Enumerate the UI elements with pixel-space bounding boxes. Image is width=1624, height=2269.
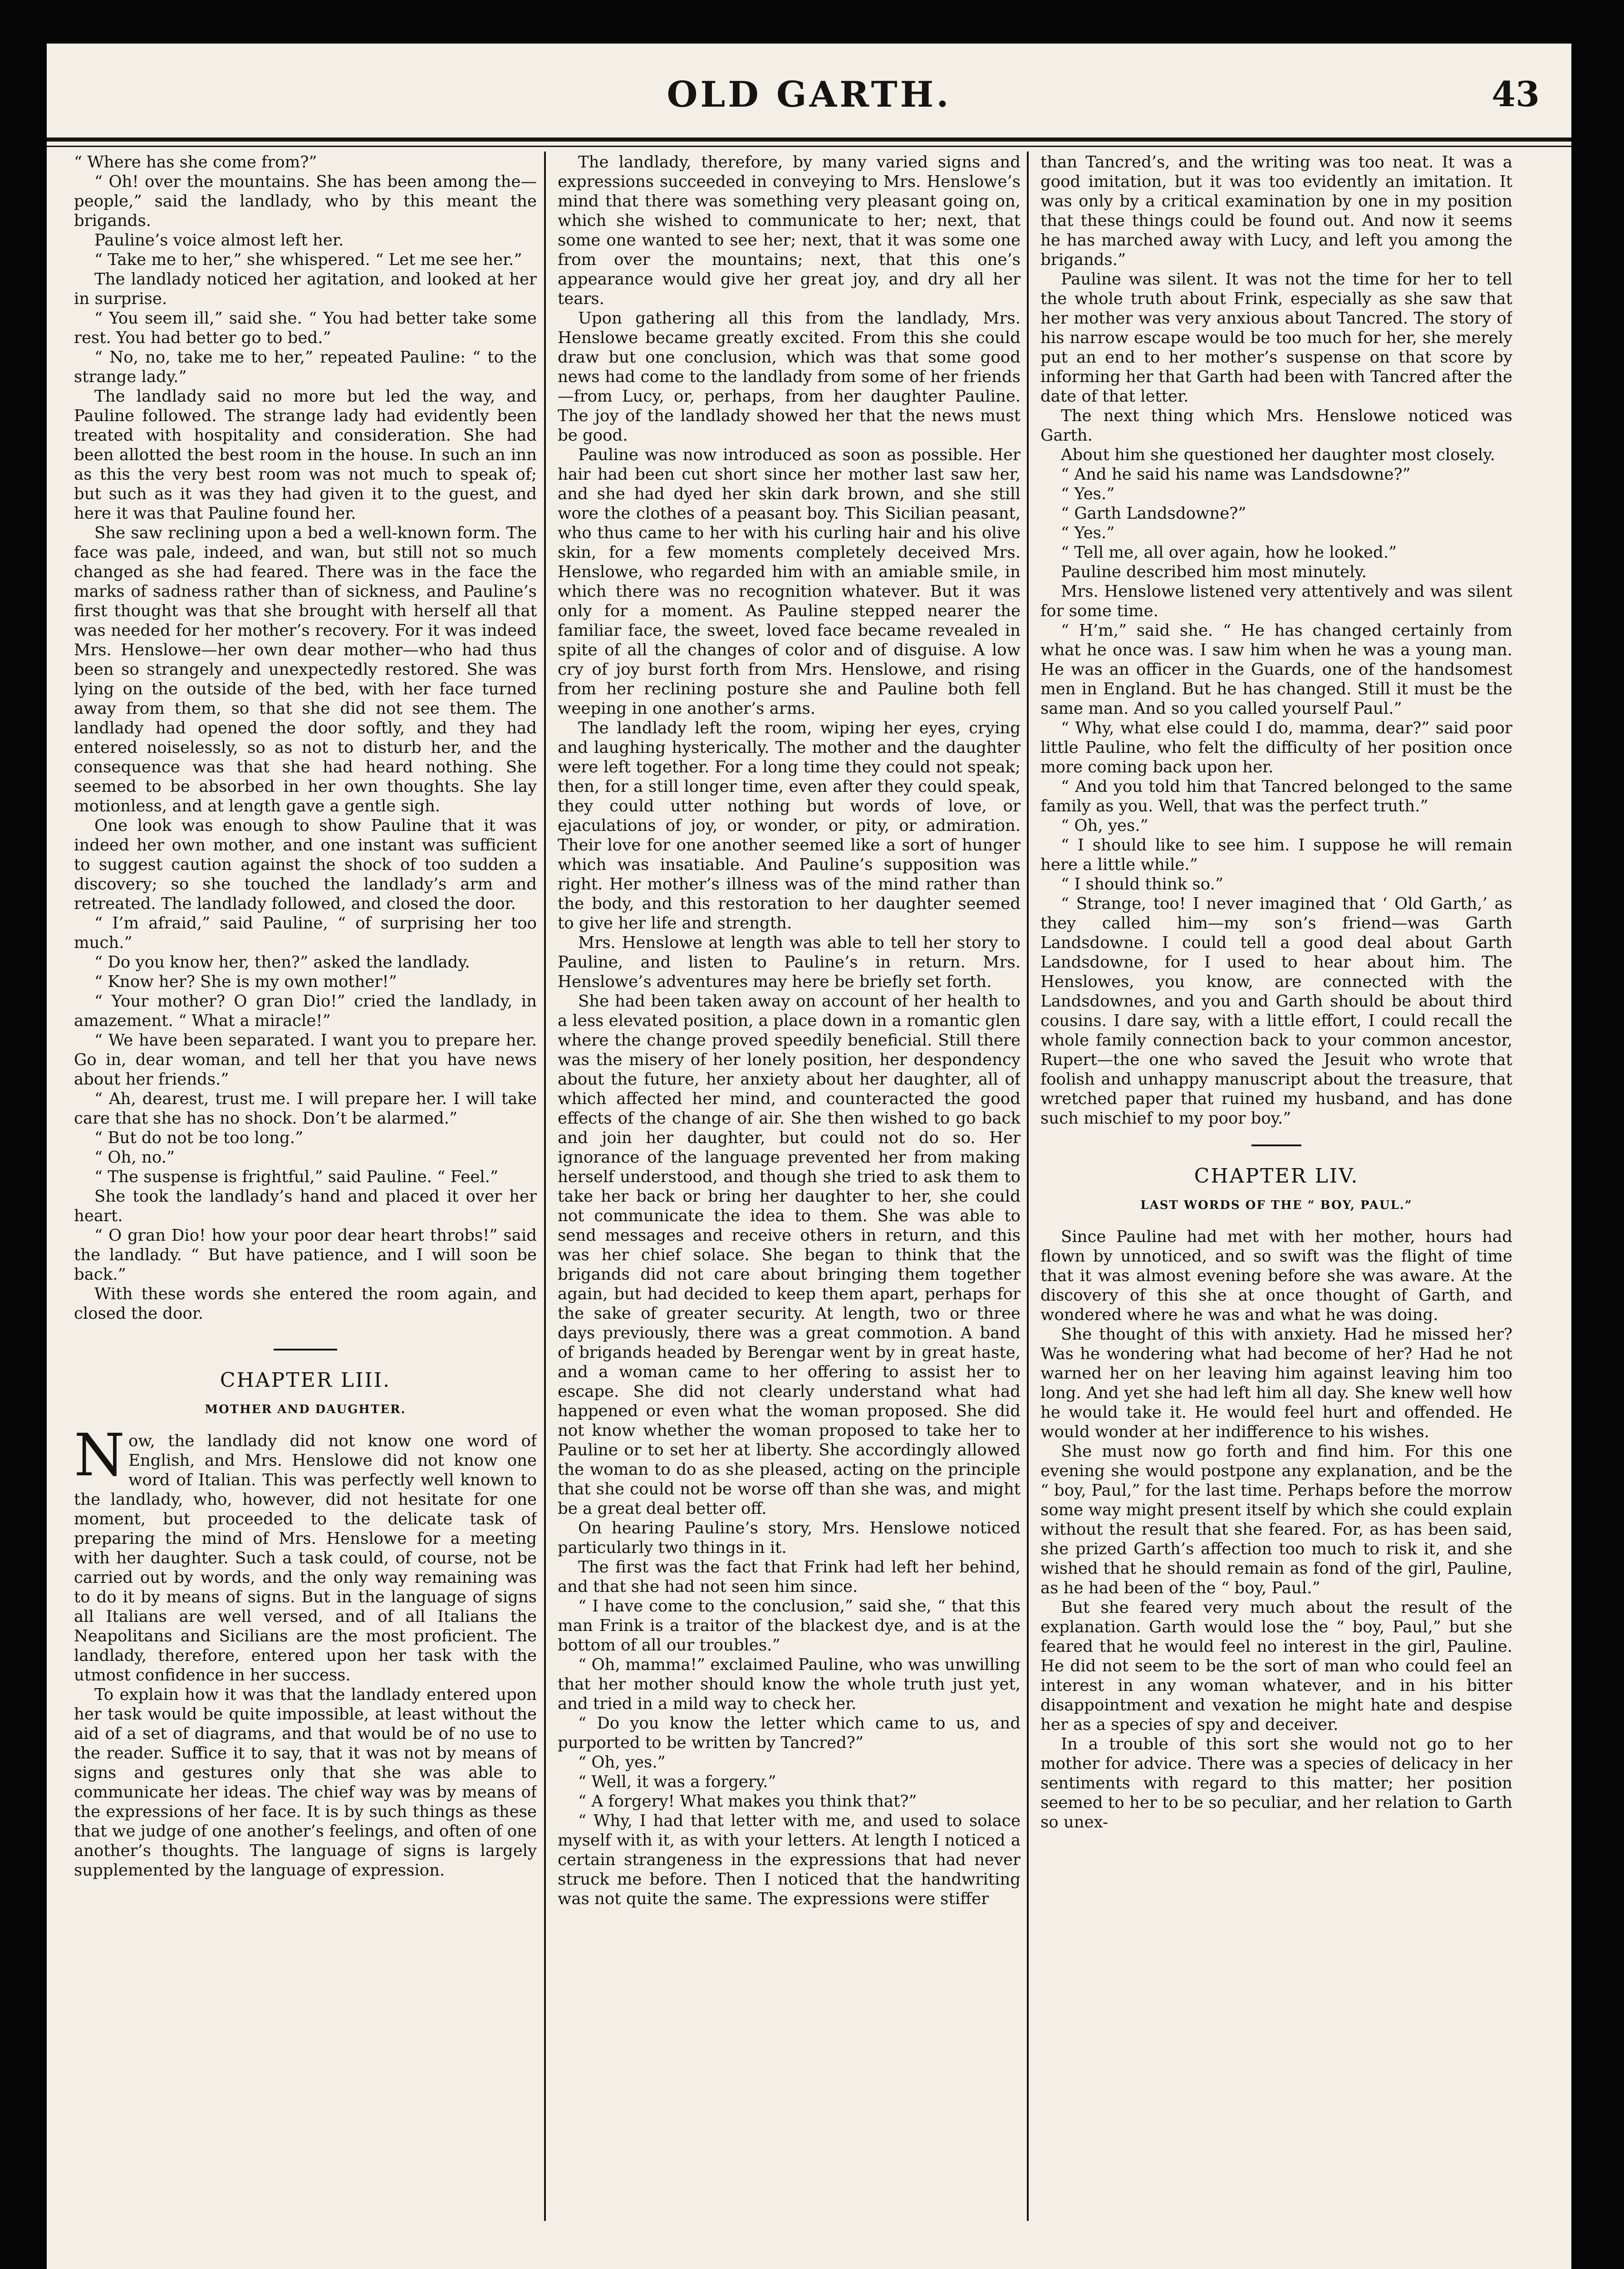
header-rule-thick (47, 138, 1571, 142)
paragraph: In a trouble of this sort she would not go to her mother for advice. There was a species of delicacy in her sentiments with regard to this matter; her position seemed to her to be so peculiar, and her relation to Garth so unex- (1040, 1735, 1512, 1832)
paragraph: Mrs. Henslowe at length was able to tell her story to Pauline, and listen to Pauline’s in return. Mrs. Henslowe’s adventures may here be briefly set forth. (558, 933, 1021, 991)
column-2 (558, 152, 1021, 2240)
page-header (47, 69, 1571, 146)
paragraph: “ Well, it was a forgery.” (578, 1773, 776, 1791)
column-1-pre (74, 152, 537, 1323)
chapter-subheading: MOTHER AND DAUGHTER. (205, 1403, 406, 1416)
paragraph: than Tancred’s, and the writing was too neat. It was a good imitation, but it was too evidently an imitation. It was only by a critical examination by one in my position that these things could be found out. And now it seems he has marched away with Lucy, and left you among the brigands.” (1040, 153, 1512, 269)
paragraph: “ Why, what else could I do, mamma, dear?” said poor little Pauline, who felt the difficulty of her position once more coming back upon her. (1040, 719, 1512, 776)
paragraph: About him she questioned her daughter most closely. (1061, 446, 1495, 464)
paragraph: “ Yes.” (1061, 524, 1115, 542)
chapter-heading: CHAPTER LIII. (220, 1369, 391, 1392)
paragraph: The landlady left the room, wiping her eyes, crying and laughing hysterically. The mother and the daughter were left together. For a long time they could not speak; then, for a still longer time, even after they could speak, they could utter nothing but words of love, or ejaculations of joy, or wonder, or pity, or admiration. Their love for one another seemed like a sort of hunger which was insatiable. And Pauline’s supposition was right. Her mother’s illness was of the mind rather than the body, and this restoration to her daughter seemed to give her life and strength. (558, 719, 1021, 933)
chapter-heading: CHAPTER LIV. (1194, 1164, 1359, 1188)
column-3-pre (1040, 152, 1512, 1128)
paragraph: “ But do not be too long.” (94, 1129, 304, 1147)
paragraph: Pauline’s voice almost left her. (94, 231, 344, 250)
paragraph: The landlady, therefore, by many varied signs and expressions succeeded in conveying to Mrs. Henslowe’s mind that there was something very pleasant going on, which she wished to communicate to her; next, that some one wanted to see her; next, that it was some one from over the mountains; next, that this one’s appearance would give her great joy, and dry all her tears. (558, 153, 1021, 308)
paragraph: To explain how it was that the landlady entered upon her task would be quite impossible, at least without the aid of a set of diagrams, and that would be of no use to the reader. Suffice it to say, that it was not by means of signs and gestures only that she was able to communicate her ideas. The chief way was by means of the expressions of her face. It is by such things as these that we judge of one another’s feelings, and often of one another’s thoughts. The language of signs is largely supplemented by the language of expression. (74, 1685, 537, 1880)
paragraph: “ Oh, yes.” (578, 1753, 666, 1772)
column-3 (1040, 152, 1512, 2240)
header-rule-thin (47, 146, 1571, 147)
paragraph: “ You seem ill,” said she. “ You had better take some rest. You had better go to bed.” (74, 309, 537, 347)
paragraph: She saw reclining upon a bed a well-known form. The face was pale, indeed, and wan, but still not so much changed as she had feared. There was in the face the marks of sadness rather than of sickness, and Pauline’s first thought was that she brought with herself all that was needed for her mother’s recovery. For it was indeed Mrs. Henslowe—her own dear mother—who had thus been so strangely and unexpectedly restored. She was lying on the outside of the bed, with her face turned away from them, so that she did not see them. The landlady had opened the door softly, and they had entered noiselessly, so as not to disturb her, and the consequence was that she had heard nothing. She seemed to be absorbed in her own thoughts. She lay motionless, and at length gave a gentle sigh. (74, 524, 537, 815)
paragraph: Pauline was silent. It was not the time for her to tell the whole truth about Frink, especially as she saw that her mother was very anxious about Tancred. The story of his narrow escape would be too much for her, she merely put an end to her mother’s suspense on that score by informing her that Garth had been with Tancred after the date of that letter. (1040, 270, 1512, 406)
paragraph: Pauline was now introduced as soon as possible. Her hair had been cut short since her mother last saw her, and she had dyed her skin dark brown, and she still wore the clothes of a peasant boy. This Sicilian peasant, who thus came to her with his curling hair and his olive skin, for a few moments completely deceived Mrs. Henslowe, who regarded him with an amiable smile, in which there was no recognition whatever. But it was only for a moment. As Pauline stepped nearer the familiar face, the sweet, loved face became revealed in spite of all the changes of color and of disguise. A low cry of joy burst forth from Mrs. Henslowe, and rising from her reclining posture she and Pauline both fell weeping in one another’s arms. (558, 446, 1021, 718)
paragraph: She thought of this with anxiety. Had he missed her? Was he wondering what had become of her? Had he not warned her on her leaving him against leaving him too long. And yet she had left him all day. She knew well how he would take it. He would feel hurt and offended. He would wonder at her indifference to his wishes. (1040, 1325, 1512, 1441)
page-number: 43 (1492, 74, 1540, 114)
paragraph: “ Oh! over the mountains. She has been among the—people,” said the landlady, who by this meant the brigands. (74, 172, 537, 230)
paragraph: “ We have been separated. I want you to prepare her. Go in, dear woman, and tell her that you have news about her friends.” (74, 1031, 537, 1089)
chapter-end-rule (1251, 1144, 1301, 1146)
paragraph: “ Oh, no.” (94, 1148, 175, 1167)
column-1-post (74, 1422, 537, 1880)
paragraph: Now, the landlady did not know one word of English, and Mrs. Henslowe did not know one word of Italian. This was perfectly well known to the landlady, who, however, did not hesitate for one moment, but proceeded to the delicate task of preparing the mind of Mrs. Henslowe for a meeting with her daughter. Such a task could, of course, not be carried out by words, and the only way remaining was to do it by means of signs. But in the language of signs all Italians are well versed, and of all Italians the Neapolitans and Sicilians are the most proficient. The landlady, therefore, entered upon her task with the utmost confidence in her success. (74, 1422, 537, 1685)
paragraph: One look was enough to show Pauline that it was indeed her own mother, and one instant was sufficient to suggest caution against the shock of too sudden a discovery; so she touched the landlady’s arm and retreated. The landlady followed, and closed the door. (74, 816, 537, 913)
paragraph: The landlady said no more but led the way, and Pauline followed. The strange lady had evidently been treated with hospitality and consideration. She had been allotted the best room in the house. In such an inn as this the very best room was not much to speak of; but such as it was they had given it to the guest, and here it was that Pauline found her. (74, 387, 537, 523)
paragraph: The landlady noticed her agitation, and looked at her in surprise. (74, 270, 537, 308)
chapter-subheading: LAST WORDS OF THE “ BOY, PAUL.” (1140, 1198, 1413, 1212)
paragraph: But she feared very much about the result of the explanation. Garth would lose the “ boy, Paul,” but she feared that he would feel no interest in the girl, Pauline. He did not seem to be the sort of man who could feel an interest in any woman whatever, and in his bitter disappointment and vexation he might hate and despise her as a species of spy and deceiver. (1040, 1598, 1512, 1734)
paragraph: “ Strange, too! I never imagined that ‘ Old Garth,’ as they called him—my son’s friend—was Garth Landsdowne. I could tell a good deal about Garth Landsdowne, for I used to hear about him. The Henslowes, you know, are connected with the Landsdownes, and you and Garth should be about third cousins. I dare say, with a little effort, I could recall the whole family connection back to your common ancestor, Rupert—the one who saved the Jesuit who wrote that foolish and unhappy manuscript about the treasure, that wretched paper that ruined my husband, and has done such mischief to my poor boy.” (1040, 894, 1512, 1128)
column-1 (74, 152, 537, 2240)
paragraph: “ And he said his name was Landsdowne?” (1061, 465, 1411, 484)
paragraph: With these words she entered the room again, and closed the door. (74, 1285, 537, 1323)
paragraph: “ I have come to the conclusion,” said she, “ that this man Frink is a traitor of the blackest dye, and is at the bottom of all our troubles.” (558, 1597, 1021, 1655)
paragraph: “ Yes.” (1061, 485, 1115, 503)
running-title: OLD GARTH. (667, 74, 952, 115)
paragraph: “ Oh, yes.” (1061, 816, 1148, 835)
paragraph: “ Ah, dearest, trust me. I will prepare her. I will take care that she has no shock. Don’t be alarmed.” (74, 1090, 537, 1128)
paragraph: “ Oh, mamma!” exclaimed Pauline, who was unwilling that her mother should know the whole truth just yet, and tried in a mild way to check her. (558, 1655, 1021, 1713)
chapter-separator (274, 1349, 337, 1351)
paragraph: “ No, no, take me to her,” repeated Pauline: “ to the strange lady.” (74, 348, 537, 386)
paragraph: “ I should like to see him. I suppose he will remain here a little while.” (1040, 836, 1512, 874)
paragraph: “ Do you know the letter which came to us, and purported to be written by Tancred?” (558, 1714, 1021, 1752)
column-divider (544, 152, 546, 2221)
paragraph: “ O gran Dio! how your poor dear heart throbs!” said the landlady. “ But have patience, and I will soon be back.” (74, 1226, 537, 1284)
paragraph: “ Your mother? O gran Dio!” cried the landlady, in amazement. “ What a miracle!” (74, 992, 537, 1030)
paragraph: “ Do you know her, then?” asked the landlady. (94, 953, 470, 972)
paragraph: She had been taken away on account of her health to a less elevated position, a place down in a romantic glen where the change proved speedily beneficial. Still there was the misery of her lonely position, her despondency about the future, her anxiety about her daughter, all of which affected her mind, and counteracted the good effects of the change of air. She then wished to go back and join her daughter, but could not do so. Her ignorance of the language prevented her from making herself understood, and though she tried to ask them to take her back or bring her daughter to her, she could not communicate the idea to them. She was able to send messages and receive others in return, and this was her chief solace. She began to think that the brigands did not care about bringing them together again, but had decided to keep them apart, perhaps for the sake of greater security. At length, two or three days previously, there was a great commotion. A band of brigands headed by Berengar went by in great haste, and a woman came to her offering to assist her to escape. She did not clearly understand what had happened or even what the woman proposed. She did not know whether the woman proposed to take her to Pauline or to set her at liberty. She accordingly allowed the woman to do as she pleased, acting on the principle that she could not be worse off than she was, and might be a great deal better off. (558, 992, 1021, 1518)
paragraph: “ Where has she come from?” (74, 153, 317, 172)
paragraph: “ I’m afraid,” said Pauline, “ of surprising her too much.” (74, 914, 537, 952)
paragraph: “ Why, I had that letter with me, and used to solace myself with it, as with your letters. At length I noticed a certain strangeness in the expressions that had never struck me before. Then I noticed that the handwriting was not quite the same. The expressions were stiffer (558, 1812, 1021, 1908)
newspaper-page (47, 44, 1571, 2269)
paragraph: “ Take me to her,” she whispered. “ Let me see her.” (94, 250, 522, 269)
paragraph: “ And you told him that Tancred belonged to the same family as you. Well, that was the perfect truth.” (1040, 777, 1512, 815)
paragraph: She took the landlady’s hand and placed it over her heart. (74, 1187, 537, 1225)
paragraph: “ I should think so.” (1061, 875, 1223, 894)
paragraph: On hearing Pauline’s story, Mrs. Henslowe noticed particularly two things in it. (558, 1519, 1021, 1557)
paragraph: “ The suspense is frightful,” said Pauline. “ Feel.” (94, 1168, 499, 1186)
paragraph: The next thing which Mrs. Henslowe noticed was Garth. (1040, 407, 1512, 445)
paragraph: Since Pauline had met with her mother, hours had flown by unnoticed, and so swift was the flight of time that it was almost evening before she was aware. At the discovery of this she at once thought of Garth, and wondered where he was and what he was doing. (1040, 1228, 1512, 1324)
paragraph: Upon gathering all this from the landlady, Mrs. Henslowe became greatly excited. From this she could draw but one conclusion, which was that some good news had come to the landlady from some of her friends—from Lucy, or, perhaps, from her daughter Pauline. The joy of the landlady showed her that the news must be good. (558, 309, 1021, 445)
paragraph: Mrs. Henslowe listened very attentively and was silent for some time. (1040, 582, 1512, 620)
paragraph: “ Tell me, all over again, how he looked.” (1061, 543, 1397, 562)
paragraph: “ H’m,” said she. “ He has changed certainly from what he once was. I saw him when he was a young man. He was an officer in the Guards, one of the handsomest men in England. But he has changed. Still it must be the same man. And so you called yourself Paul.” (1040, 621, 1512, 718)
column-3-post (1040, 1227, 1512, 1832)
paragraph: “ Garth Landsdowne?” (1061, 504, 1246, 523)
paragraph: “ Know her? She is my own mother!” (94, 972, 397, 991)
paragraph: She must now go forth and find him. For this one evening she would postpone any explanation, and be the “ boy, Paul,” for the last time. Perhaps before the morrow some way might present itself by which she could explain without the result that she feared. For, as has been said, she prized Garth’s affection too much to risk it, and she wished that he should remain as fond of the girl, Pauline, as he had been of the “ boy, Paul.” (1040, 1442, 1512, 1597)
paragraph: Pauline described him most minutely. (1061, 563, 1367, 581)
paragraph: The first was the fact that Frink had left her behind, and that she had not seen him since. (558, 1558, 1021, 1596)
column-divider (1027, 152, 1029, 2221)
paragraph: “ A forgery! What makes you think that?” (578, 1792, 917, 1811)
